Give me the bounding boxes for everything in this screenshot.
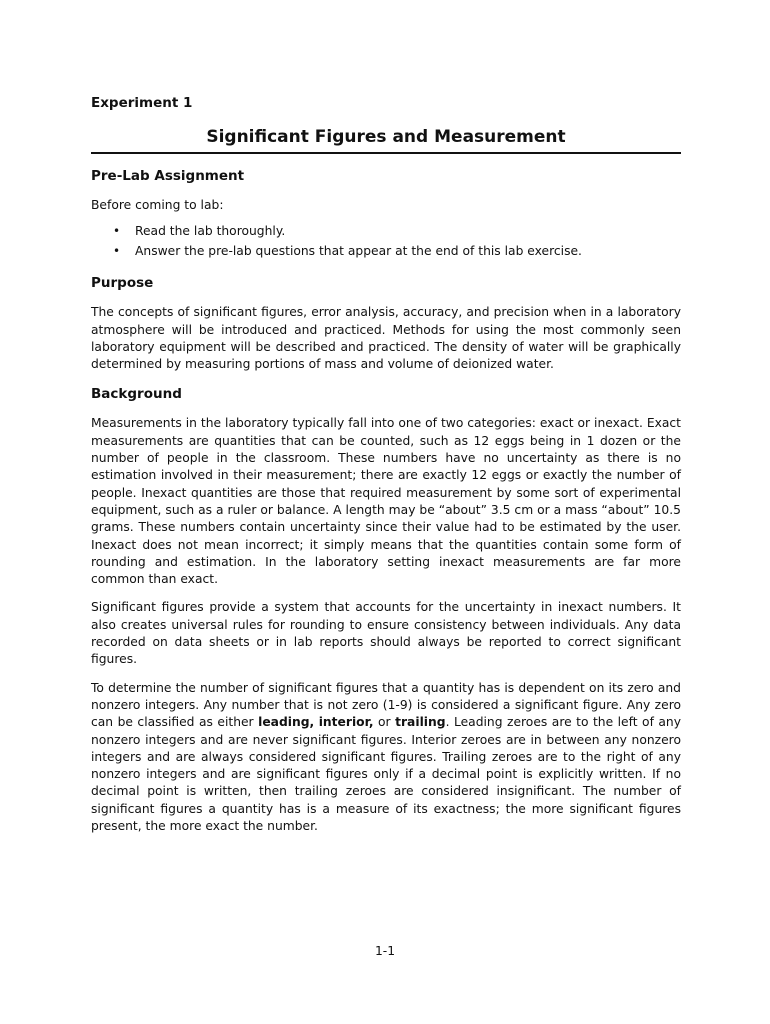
page-content [91, 93, 681, 835]
prelab-list [91, 222, 681, 261]
page-number: 1-1 [374, 944, 396, 958]
bullet-icon: • [113, 243, 121, 258]
paragraph-text: To determine the number of significant figures that a quantity has is dependent on its zero and nonzero integers. Any number that is not zero (1-9) is considered a significant figure. Any zero can be classified as either [91, 680, 681, 730]
prelab-intro: Before coming to lab: [91, 198, 224, 212]
keyword-leading: leading, [258, 715, 315, 730]
background-paragraph-1: Measurements in the laboratory typically fall into one of two categories: exact or inexact. Exact measurements are quantities that can be counted, such as 12 eggs being in 1 dozen or the number of people in the classroom. These numbers have no uncertainty as there is no estimation involved in their measurement; there are exactly 12 eggs or exactly the number of people. Inexact quantities are those that required measurement by some sort of experimental equipment, such as a ruler or balance. A length may be “about” 3.5 cm or a mass “about” 10.5 grams. These numbers contain uncertainty since their value had to be estimated by the user. Inexact does not mean incorrect; it simply means that the quantities contain some form of rounding and estimation. In the laboratory setting inexact measurements are far more common than exact. [91, 416, 681, 587]
background-heading: Background [91, 386, 182, 403]
keyword-interior: interior, [318, 715, 374, 730]
document-title: Significant Figures and Measurement [91, 125, 681, 154]
list-item [91, 222, 681, 242]
list-item [91, 242, 681, 262]
prelab-heading: Pre-Lab Assignment [91, 168, 245, 184]
keyword-trailing: trailing [395, 715, 446, 730]
paragraph-text: . Leading zeroes are to the left of any nonzero integers and are never significant figures. Interior zeroes are in between any nonzero integers and are always considered significant figures. Trailing zeroes are to the right of any nonzero integers and are significant figures only if a decimal point is explicitly written. If no decimal point is written, then trailing zeroes are considered insignificant. The number of significant figures a quantity has is a measure of its exactness; the more significant figures present, the more exact the number. [91, 715, 681, 834]
bullet-icon: • [113, 224, 121, 239]
background-paragraph-3 [91, 680, 681, 836]
purpose-heading: Purpose [91, 275, 154, 292]
paragraph-text: or [373, 715, 396, 730]
list-item-text: Answer the pre-lab questions that appear at the end of this lab exercise. [135, 243, 582, 258]
purpose-paragraph: The concepts of significant figures, error analysis, accuracy, and precision when in a laboratory atmosphere will be introduced and practiced. Methods for using the most commonly seen laboratory equipment will be described and practiced. The density of water will be graphically determined by measuring portions of mass and volume of deionized water. [91, 305, 681, 372]
experiment-label: Experiment 1 [91, 95, 193, 111]
background-paragraph-2: Significant figures provide a system that accounts for the uncertainty in inexact numbers. It also creates universal rules for rounding to ensure consistency between individuals. Any data recorded on data sheets or in lab reports should always be reported to correct significant figures. [91, 600, 681, 667]
list-item-text: Read the lab thoroughly. [135, 224, 286, 239]
